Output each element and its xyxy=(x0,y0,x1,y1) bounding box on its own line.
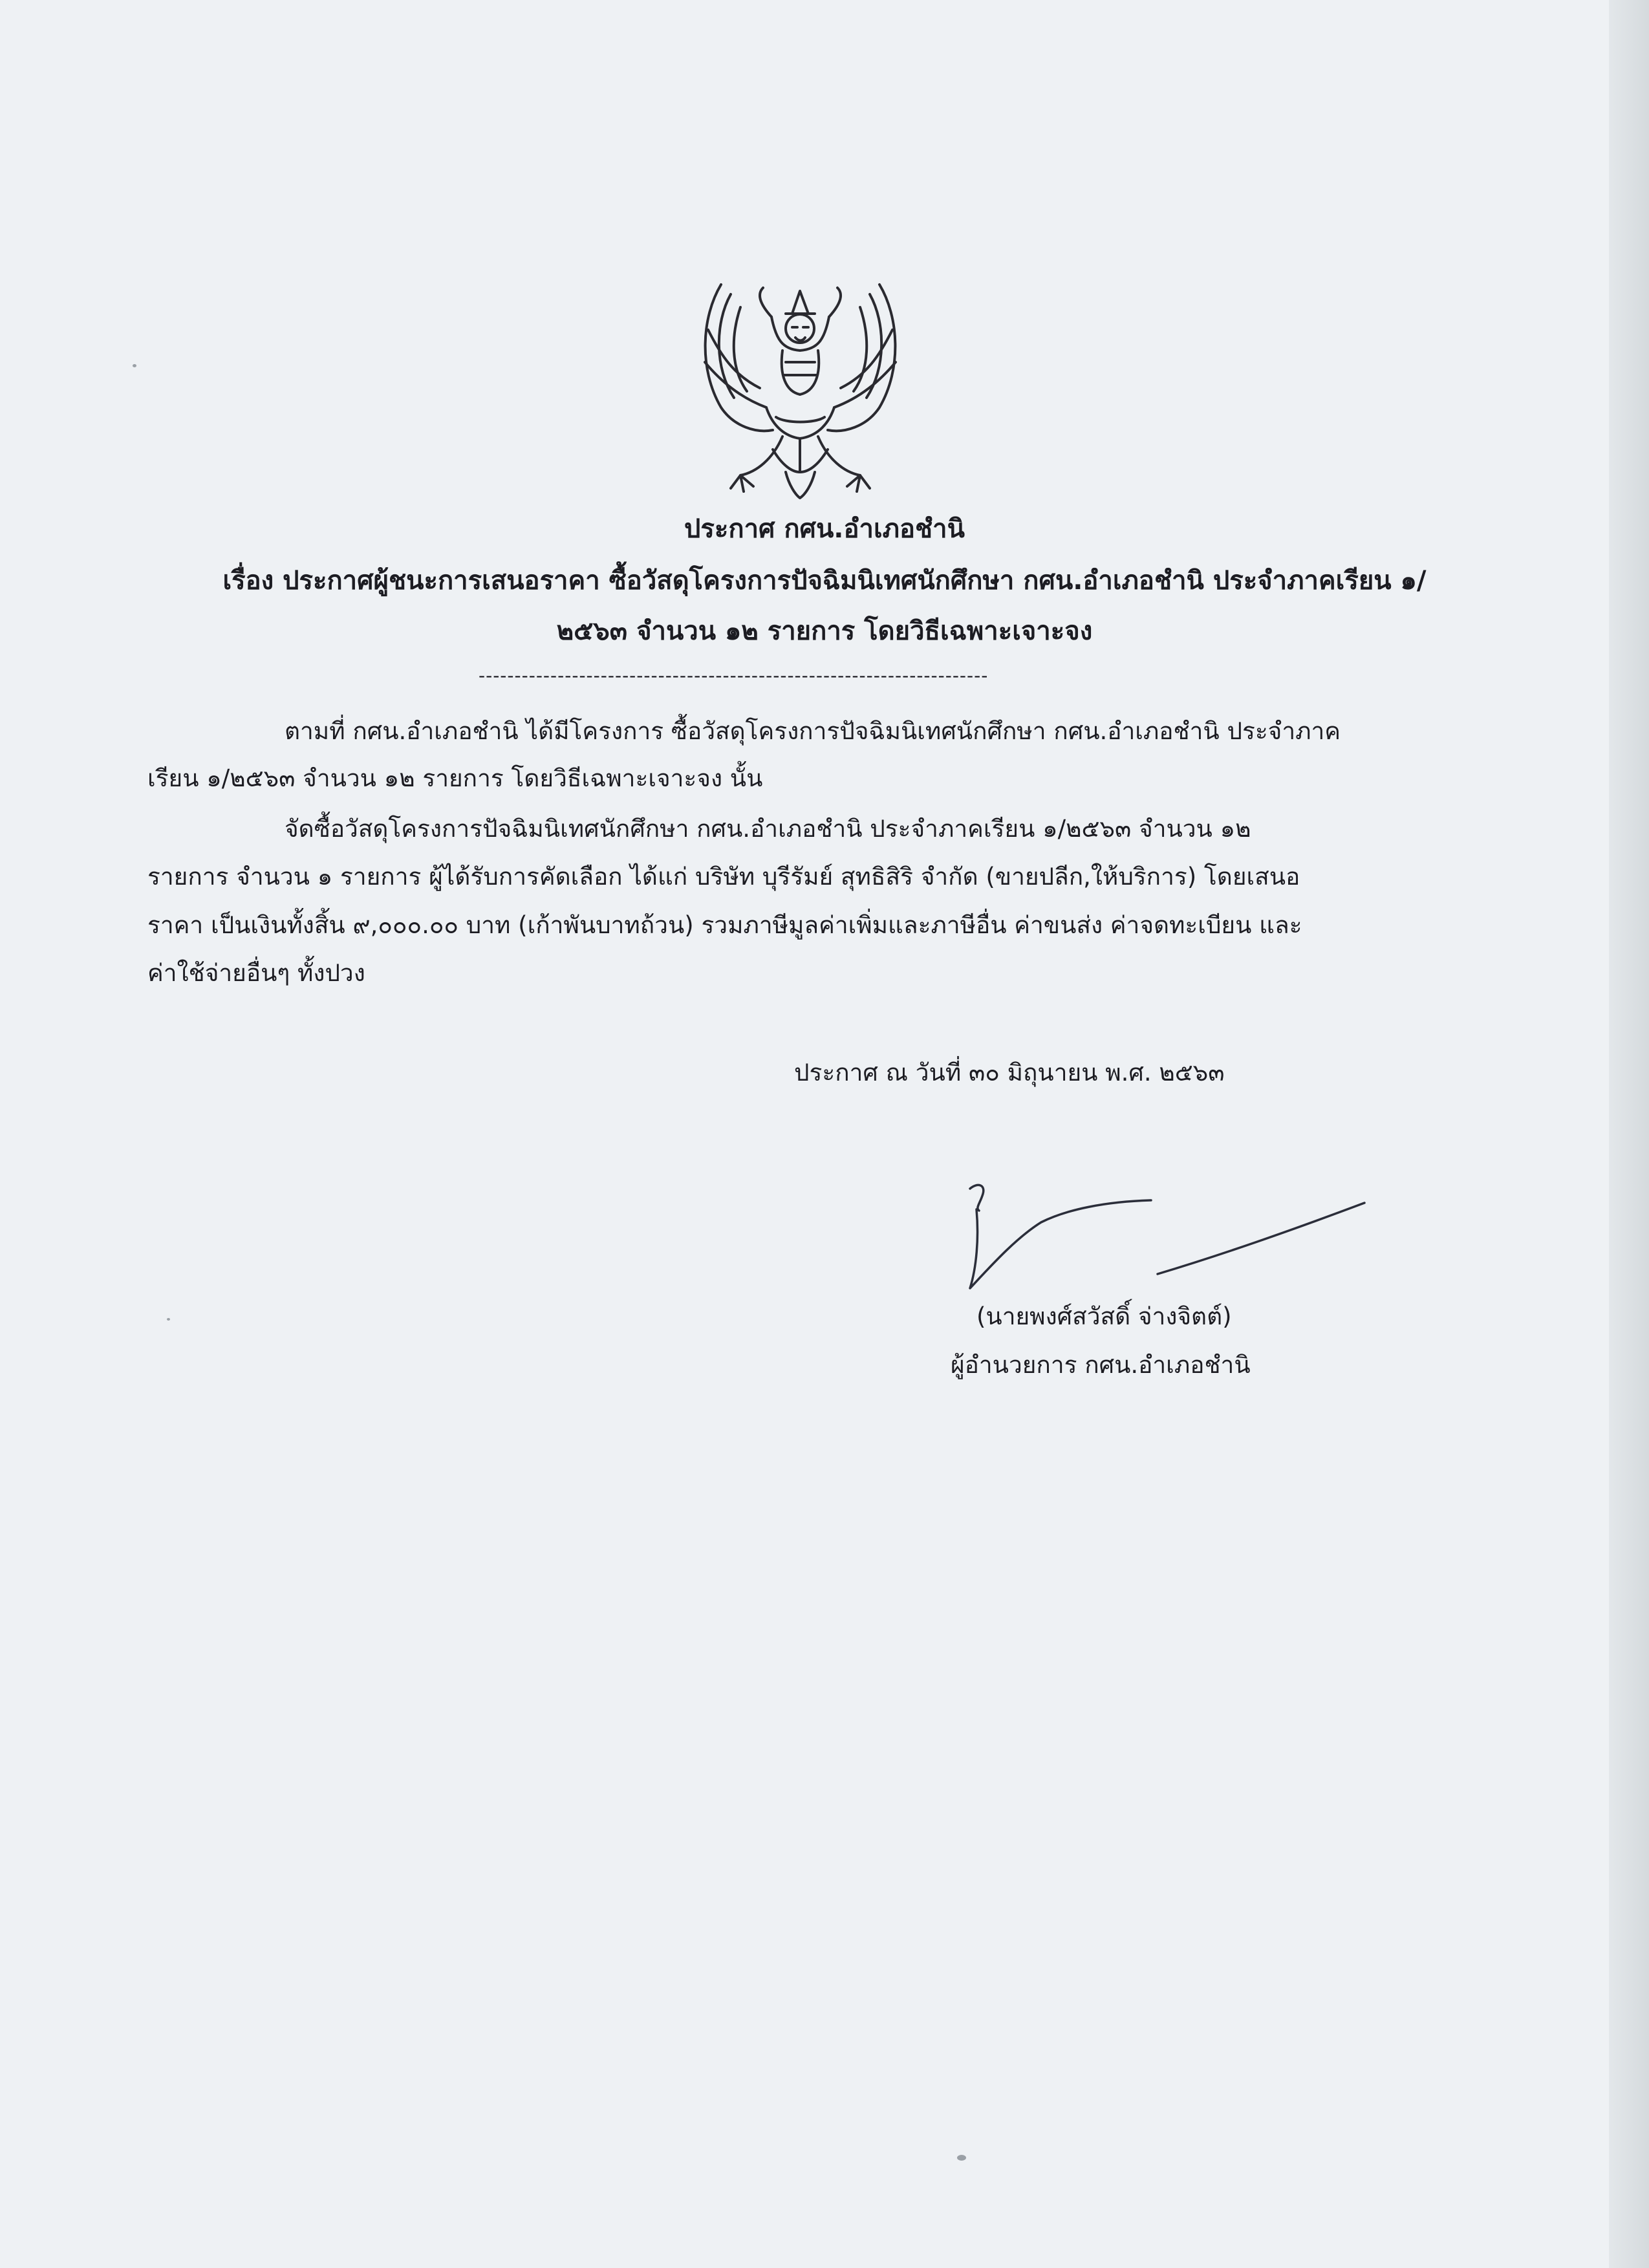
subject-line-1: เรื่อง ประกาศผู้ชนะการเสนอราคา ซื้อวัสดุโครงการปัจฉิมนิเทศนักศึกษา กศน.อำเภอชำนิ ประจำภาคเรียน ๑/ xyxy=(222,566,1427,596)
subject-line-2: ๒๕๖๓ จำนวน ๑๒ รายการ โดยวิธีเฉพาะเจาะจง xyxy=(556,616,1093,646)
scan-edge xyxy=(1609,0,1649,2268)
signer-name: (นายพงศ์สวัสดิ์ จ่างจิตต์) xyxy=(976,1302,1232,1330)
body-line-2: เรียน ๑/๒๕๖๓ จำนวน ๑๒ รายการ โดยวิธีเฉพาะเจาะจง นั้น xyxy=(147,764,763,792)
body-line-3: จัดซื้อวัสดุโครงการปัจฉิมนิเทศนักศึกษา กศน.อำเภอชำนิ ประจำภาคเรียน ๑/๒๕๖๓ จำนวน ๑๒ xyxy=(285,815,1251,843)
signature-image xyxy=(964,1177,1377,1300)
announcement-date: ประกาศ ณ วันที่ ๓๐ มิถุนายน พ.ศ. ๒๕๖๓ xyxy=(794,1059,1225,1086)
signer-title: ผู้อำนวยการ กศน.อำเภอชำนิ xyxy=(951,1351,1251,1379)
body-line-4: รายการ จำนวน ๑ รายการ ผู้ได้รับการคัดเลือก ได้แก่ บริษัท บุรีรัมย์ สุทธิสิริ จำกัด (ขายปลีก,ให้บริการ) โดยเสนอ xyxy=(147,863,1300,891)
scan-speck xyxy=(957,2155,966,2161)
body-line-5: ราคา เป็นเงินทั้งสิ้น ๙,๐๐๐.๐๐ บาท (เก้าพันบาทถ้วน) รวมภาษีมูลค่าเพิ่มและภาษีอื่น ค่าขนส่ง ค่าจดทะเบียน และ xyxy=(147,911,1302,939)
divider: ----------------------------------------------------------------------- xyxy=(479,665,989,686)
body-line-6: ค่าใช้จ่ายอื่นๆ ทั้งปวง xyxy=(147,959,365,987)
garuda-emblem-icon xyxy=(695,278,905,508)
scan-speck xyxy=(167,1318,170,1321)
body-line-1: ตามที่ กศน.อำเภอชำนิ ได้มีโครงการ ซื้อวัสดุโครงการปัจฉิมนิเทศนักศึกษา กศน.อำเภอชำนิ ประจำภาค xyxy=(285,717,1341,745)
page-title: ประกาศ กศน.อำเภอชำนิ xyxy=(684,514,965,544)
scan-speck xyxy=(133,364,136,367)
